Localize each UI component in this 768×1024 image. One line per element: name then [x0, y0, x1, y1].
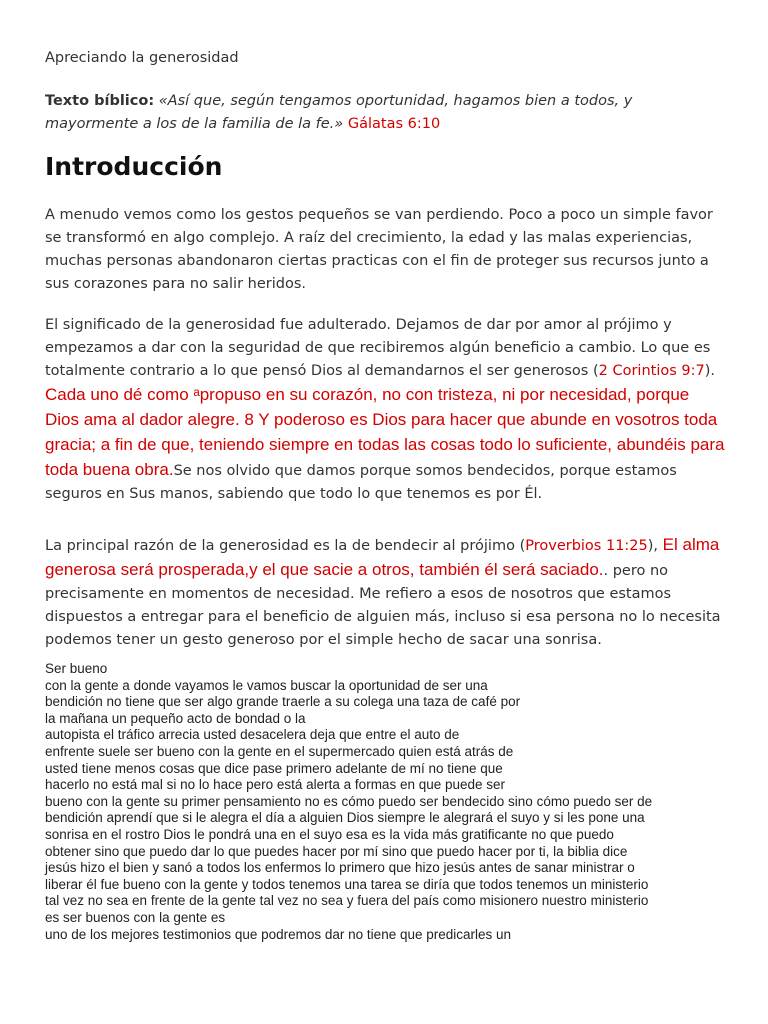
- transcript-line: bendición aprendí que si le alegra el día a alguien Dios siempre le alegrará el suyo y si les pone una: [45, 810, 645, 826]
- transcript-line: usted tiene menos cosas que dice pase primero adelante de mí no tiene que: [45, 760, 503, 776]
- transcript-line: la mañana un pequeño acto de bondad o la: [45, 710, 306, 726]
- section-heading: Introducción: [45, 152, 223, 181]
- transcript-line: obtener sino que puedo dar lo que puedes hacer por mí sino que puedo hacer por ti, la biblia dice: [45, 843, 628, 859]
- transcript-line: con la gente a donde vayamos le vamos buscar la oportunidad de ser una: [45, 677, 488, 693]
- verse-reference-link[interactable]: Gálatas 6:10: [347, 116, 441, 132]
- transcript-line: bendición no tiene que ser algo grande traerle a su colega una taza de café por: [45, 694, 521, 710]
- paragraph-2-text-a: El significado de la generosidad fue adulterado. Dejamos de dar por amor al prójimo y empezamos a dar con la seguridad de que recibiremos algún beneficio a cambio. Lo que es totalmente contrario a lo que pensó Dios al demandarnos el ser generosos (: [45, 317, 711, 379]
- document-title: Apreciando la generosidad: [45, 50, 239, 66]
- paragraph-2-text-b: ).: [704, 363, 716, 379]
- bible-verse: [45, 90, 725, 136]
- transcript-line: autopista el tráfico arrecia usted desacelera deja que entre el auto de: [45, 727, 460, 743]
- transcript-line: jesús hizo el bien y sanó a todos los enfermos lo primero que hizo jesús antes de sanar ministrar o: [45, 860, 635, 876]
- transcript-line: enfrente suele ser bueno con la gente en el supermercado quien está atrás de: [45, 743, 514, 759]
- transcript-line: tal vez no sea en frente de la gente tal vez no sea y fuera del país como misionero nuestro ministerio: [45, 893, 649, 909]
- verse-label: Texto bíblico:: [45, 93, 155, 109]
- paragraph-1: A menudo vemos como los gestos pequeños se van perdiendo. Poco a poco un simple favor se transformó en algo complejo. A raíz del crecimiento, la edad y las malas experiencias, muchas personas abandonaron ciertas practicas con el fin de proteger sus recursos junto a sus corazones para no salir heridos.: [45, 207, 713, 292]
- transcript-line: uno de los mejores testimonios que podremos dar no tiene que predicarles un: [45, 926, 512, 942]
- verse-text: «Así que, según tengamos oportunidad, hagamos bien a todos, y mayormente a los de la familia de la fe.»: [45, 93, 633, 132]
- paragraph-3-text-a: La principal razón de la generosidad es la de bendecir al prójimo (: [45, 538, 526, 554]
- paragraph-3-text-b: ),: [647, 538, 663, 554]
- transcript-line: bueno con la gente su primer pensamiento no es cómo puedo ser bendecido sino cómo puedo ser de: [45, 793, 653, 809]
- transcript-line: Ser bueno: [45, 661, 108, 676]
- paragraph-2-text-c: Se nos olvido que damos porque somos bendecidos, porque estamos seguros en Sus manos, sabiendo que todo lo que tenemos es por Él.: [45, 463, 677, 502]
- transcript-line: hacerlo no está mal si no lo hace pero está alerta a formas en que puede ser: [45, 777, 506, 793]
- corinthians-quote: Cada uno dé como ᵃpropuso en su corazón, no con tristeza, ni por necesidad, porque Dios ama al dador alegre. 8 Y poderoso es Dios para hacer que abunde en vosotros toda gracia; a fin de que, teniendo siempre en todas las cosas todo lo suficiente, abundéis para toda buena obra.: [45, 385, 725, 479]
- corinthians-reference-link[interactable]: 2 Corintios 9:7: [598, 363, 705, 379]
- paragraph-3: [45, 533, 725, 652]
- transcript-line: es ser buenos con la gente es: [45, 909, 226, 925]
- paragraph-2: [45, 314, 725, 506]
- transcript-block: [45, 661, 735, 943]
- proverbs-quote: El alma generosa será prosperada,y el que sacie a otros, también él será saciado.: [45, 535, 720, 579]
- paragraph-3-text-c: . pero no precisamente en momentos de necesidad. Me refiero a esos de nosotros que estamos dispuestos a entregar para el beneficio de alguien más, incluso si esa persona no lo necesita podemos tener un gesto generoso por el simple hecho de sacar una sonrisa.: [45, 563, 721, 648]
- proverbs-reference-link[interactable]: Proverbios 11:25: [525, 538, 648, 554]
- transcript-line: sonrisa en el rostro Dios le pondrá una en el suyo esa es la vida más gratificante no que puedo: [45, 826, 614, 842]
- transcript-line: liberar él fue bueno con la gente y todos tenemos una tarea se diría que todos tenemos un ministerio: [45, 876, 649, 892]
